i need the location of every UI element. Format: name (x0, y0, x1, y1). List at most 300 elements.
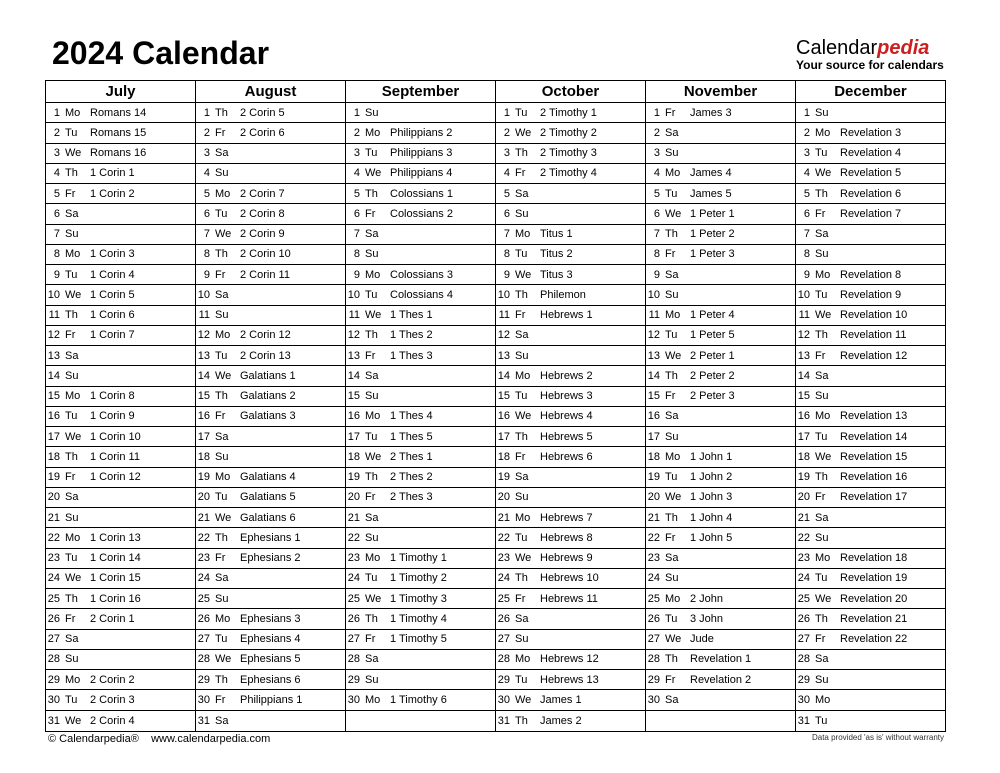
day-number: 28 (47, 653, 60, 666)
month-column-december (795, 81, 945, 731)
day-row (346, 306, 495, 326)
day-row (196, 407, 345, 427)
day-of-week: We (515, 693, 532, 706)
day-row (196, 387, 345, 407)
bible-reading: Hebrews 12 (540, 653, 599, 666)
bible-reading: 2 Corin 1 (90, 612, 135, 625)
day-number: 1 (353, 106, 360, 119)
day-number: 12 (497, 329, 510, 342)
day-row (196, 225, 345, 245)
day-row (496, 549, 645, 569)
bible-reading: 1 Corin 9 (90, 410, 135, 423)
day-row (346, 285, 495, 305)
day-row (646, 285, 795, 305)
bible-reading: Revelation 11 (840, 329, 907, 342)
day-of-week: Tu (215, 207, 228, 220)
day-of-week: Su (815, 248, 829, 261)
day-number: 2 (653, 126, 660, 139)
day-row (196, 427, 345, 447)
day-of-week: We (515, 410, 532, 423)
day-number: 2 (503, 126, 510, 139)
day-of-week: Tu (815, 572, 828, 585)
day-row (496, 326, 645, 346)
day-row (196, 204, 345, 224)
bible-reading: 2 Timothy 1 (540, 106, 597, 119)
day-row (496, 144, 645, 164)
day-of-week: Sa (815, 369, 829, 382)
day-row (196, 630, 345, 650)
day-row (46, 326, 195, 346)
day-number: 28 (647, 653, 660, 666)
day-of-week: We (65, 147, 82, 160)
day-of-week: Mo (815, 693, 831, 706)
day-of-week: Fr (215, 268, 226, 281)
day-number: 7 (653, 228, 660, 241)
day-number: 29 (47, 673, 60, 686)
day-row (496, 569, 645, 589)
day-row (346, 346, 495, 366)
day-number: 9 (803, 268, 810, 281)
day-row (196, 123, 345, 143)
day-number: 6 (53, 207, 60, 220)
bible-reading: Galatians 2 (240, 390, 296, 403)
day-of-week: Tu (665, 471, 678, 484)
day-row (346, 630, 495, 650)
day-number: 1 (503, 106, 510, 119)
bible-reading: 1 Timothy 6 (390, 693, 447, 706)
day-number: 27 (497, 633, 510, 646)
bible-reading: 2 Corin 13 (240, 349, 291, 362)
day-of-week: Mo (365, 268, 381, 281)
day-of-week: Fr (665, 248, 676, 261)
day-number: 6 (203, 207, 210, 220)
day-of-week: Mo (515, 228, 531, 241)
bible-reading: 2 John (690, 592, 724, 605)
day-number: 1 (53, 106, 60, 119)
day-row (46, 528, 195, 548)
day-row (196, 468, 345, 488)
bible-reading: 1 Corin 1 (90, 167, 135, 180)
day-number: 23 (497, 552, 510, 565)
day-row (646, 407, 795, 427)
day-number: 30 (47, 693, 60, 706)
day-row (496, 468, 645, 488)
day-of-week: We (665, 207, 682, 220)
bible-reading: Revelation 3 (840, 126, 902, 139)
day-of-week: Fr (515, 167, 526, 180)
bible-reading: 1 Corin 16 (90, 592, 141, 605)
day-row (646, 366, 795, 386)
footer-link[interactable]: www.calendarpedia.com (151, 733, 271, 745)
day-number: 6 (353, 207, 360, 220)
day-of-week: Su (665, 288, 679, 301)
bible-reading: Hebrews 6 (540, 450, 593, 463)
brand-name-accent: pedia (877, 37, 930, 59)
day-of-week: Su (215, 167, 229, 180)
day-row (46, 447, 195, 467)
bible-reading: Revelation 19 (840, 572, 908, 585)
day-row (796, 285, 945, 305)
day-of-week: We (515, 552, 532, 565)
day-of-week: We (815, 450, 832, 463)
day-of-week: Sa (65, 491, 79, 504)
month-column-july (46, 81, 195, 731)
brand-tagline: Your source for calendars (796, 58, 944, 72)
day-number: 15 (47, 390, 60, 403)
day-of-week: Th (215, 531, 228, 544)
day-number: 18 (497, 450, 510, 463)
month-column-august (195, 81, 345, 731)
day-of-week: Tu (815, 430, 828, 443)
day-number: 17 (647, 430, 660, 443)
day-row (346, 326, 495, 346)
day-number: 11 (498, 309, 510, 322)
day-of-week: Su (515, 491, 529, 504)
day-of-week: Sa (665, 126, 679, 139)
bible-reading: 1 Timothy 2 (390, 572, 447, 585)
day-of-week: Tu (65, 693, 78, 706)
day-row (46, 123, 195, 143)
bible-reading: James 5 (690, 187, 732, 200)
day-number: 10 (47, 288, 60, 301)
day-number: 10 (497, 288, 510, 301)
day-number: 30 (797, 693, 810, 706)
bible-reading: Revelation 14 (840, 430, 908, 443)
day-number: 16 (347, 410, 360, 423)
day-row (46, 549, 195, 569)
bible-reading: James 1 (540, 693, 582, 706)
day-number: 2 (353, 126, 360, 139)
day-row (196, 508, 345, 528)
day-number: 17 (347, 430, 360, 443)
day-row (646, 123, 795, 143)
day-row (196, 670, 345, 690)
day-row (346, 549, 495, 569)
day-row (196, 569, 345, 589)
day-row (46, 650, 195, 670)
day-of-week: Sa (515, 187, 529, 200)
bible-reading: 1 Timothy 5 (390, 633, 447, 646)
day-of-week: We (815, 592, 832, 605)
bible-reading: Hebrews 13 (540, 673, 599, 686)
bible-reading: 2 Thes 1 (390, 450, 433, 463)
day-number: 12 (197, 329, 210, 342)
day-number: 22 (647, 531, 660, 544)
day-number: 9 (53, 268, 60, 281)
day-of-week: Su (365, 390, 379, 403)
day-row (646, 690, 795, 710)
day-of-week: Tu (665, 329, 678, 342)
day-row (496, 164, 645, 184)
day-row (646, 103, 795, 123)
day-number: 11 (798, 309, 810, 322)
bible-reading: Revelation 16 (840, 471, 908, 484)
day-row (496, 711, 645, 731)
day-of-week: Tu (365, 430, 378, 443)
day-row (46, 630, 195, 650)
day-number: 19 (197, 471, 210, 484)
day-of-week: We (665, 349, 682, 362)
day-of-week: We (65, 714, 82, 727)
day-row (796, 427, 945, 447)
day-number: 16 (647, 410, 660, 423)
bible-reading: Hebrews 8 (540, 531, 593, 544)
day-row (646, 569, 795, 589)
bible-reading: 2 Corin 12 (240, 329, 291, 342)
day-number: 4 (353, 167, 360, 180)
day-row (796, 549, 945, 569)
day-of-week: Su (665, 572, 679, 585)
day-row (346, 427, 495, 447)
day-row (46, 609, 195, 629)
day-of-week: Fr (365, 349, 376, 362)
day-number: 24 (47, 572, 60, 585)
day-of-week: We (665, 633, 682, 646)
brand-name: Calendar (796, 37, 878, 59)
day-row (346, 245, 495, 265)
day-row (646, 670, 795, 690)
day-of-week: Fr (665, 390, 676, 403)
day-of-week: Sa (515, 612, 529, 625)
day-row (796, 670, 945, 690)
day-of-week: Th (65, 167, 78, 180)
day-row (46, 265, 195, 285)
day-number: 25 (497, 592, 510, 605)
day-number: 21 (797, 511, 810, 524)
day-row (346, 103, 495, 123)
day-row (796, 245, 945, 265)
day-number: 31 (497, 714, 510, 727)
day-row (646, 306, 795, 326)
day-of-week: Tu (215, 349, 228, 362)
bible-reading: 1 Peter 1 (690, 207, 735, 220)
day-row (46, 711, 195, 731)
day-row (796, 447, 945, 467)
day-row (796, 225, 945, 245)
day-of-week: Mo (215, 612, 231, 625)
day-number: 9 (503, 268, 510, 281)
day-of-week: Sa (215, 147, 229, 160)
bible-reading: Revelation 22 (840, 633, 908, 646)
day-of-week: Sa (365, 228, 379, 241)
day-row (496, 245, 645, 265)
day-row (646, 508, 795, 528)
day-number: 16 (197, 410, 210, 423)
day-of-week: Mo (515, 653, 531, 666)
day-of-week: Sa (215, 288, 229, 301)
day-number: 6 (803, 207, 810, 220)
day-number: 9 (653, 268, 660, 281)
day-of-week: Th (665, 369, 678, 382)
day-number: 14 (497, 369, 510, 382)
day-number: 21 (647, 511, 660, 524)
bible-reading: Hebrews 3 (540, 390, 593, 403)
day-row (46, 569, 195, 589)
day-of-week: Su (215, 592, 229, 605)
brand-logo[interactable] (796, 37, 944, 72)
month-column-november (645, 81, 795, 731)
day-number: 19 (347, 471, 360, 484)
day-row (196, 164, 345, 184)
day-of-week: Fr (515, 592, 526, 605)
day-number: 16 (47, 410, 60, 423)
day-of-week: Su (815, 106, 829, 119)
day-number: 11 (348, 309, 360, 322)
day-number: 7 (203, 228, 210, 241)
day-number: 23 (347, 552, 360, 565)
day-row (796, 609, 945, 629)
month-column-october (495, 81, 645, 731)
day-of-week: We (515, 126, 532, 139)
month-header: November (646, 81, 795, 103)
bible-reading: Galatians 3 (240, 410, 296, 423)
bible-reading: 2 Corin 11 (240, 268, 290, 281)
day-number: 27 (347, 633, 360, 646)
bible-reading: 1 Thes 3 (390, 349, 433, 362)
day-number: 28 (497, 653, 510, 666)
day-number: 8 (503, 248, 510, 261)
bible-reading: 1 Corin 10 (90, 430, 141, 443)
bible-reading: 1 Corin 7 (90, 329, 135, 342)
day-of-week: Mo (515, 369, 531, 382)
day-of-week: Th (665, 228, 678, 241)
day-number: 26 (197, 612, 210, 625)
day-number: 5 (203, 187, 210, 200)
day-number: 25 (197, 592, 210, 605)
day-of-week: Mo (65, 248, 81, 261)
day-row (346, 468, 495, 488)
day-of-week: Mo (665, 450, 681, 463)
day-number: 1 (203, 106, 210, 119)
bible-reading: Revelation 10 (840, 309, 908, 322)
bible-reading: Revelation 4 (840, 147, 902, 160)
day-row (796, 589, 945, 609)
day-of-week: Mo (65, 390, 81, 403)
copyright-text: © Calendarpedia® (48, 733, 139, 745)
day-of-week: Mo (815, 126, 831, 139)
day-number: 17 (497, 430, 510, 443)
day-row (196, 346, 345, 366)
day-number: 28 (197, 653, 210, 666)
day-of-week: Th (815, 329, 828, 342)
day-row (496, 528, 645, 548)
day-of-week: Sa (665, 693, 679, 706)
day-row (796, 123, 945, 143)
day-row (346, 488, 495, 508)
day-of-week: Sa (665, 552, 679, 565)
day-of-week: Su (365, 248, 379, 261)
day-row (796, 346, 945, 366)
day-row (496, 650, 645, 670)
day-of-week: Tu (665, 612, 678, 625)
bible-reading: Hebrews 10 (540, 572, 599, 585)
bible-reading: Galatians 4 (240, 471, 296, 484)
day-of-week: Sa (515, 471, 529, 484)
bible-reading: 1 Corin 8 (90, 390, 135, 403)
bible-reading: 2 Thes 2 (390, 471, 433, 484)
bible-reading: James 3 (690, 106, 732, 119)
bible-reading: 1 Corin 4 (90, 268, 135, 281)
day-of-week: Mo (515, 511, 531, 524)
day-number: 7 (503, 228, 510, 241)
day-number: 22 (797, 531, 810, 544)
day-row (646, 488, 795, 508)
bible-reading: Hebrews 7 (540, 511, 593, 524)
day-number: 8 (353, 248, 360, 261)
day-of-week: Tu (65, 410, 78, 423)
day-row (646, 225, 795, 245)
bible-reading: 1 Corin 13 (90, 531, 141, 544)
day-row (646, 265, 795, 285)
day-row (496, 306, 645, 326)
day-number: 4 (203, 167, 210, 180)
day-of-week: We (515, 268, 532, 281)
day-number: 18 (797, 450, 810, 463)
day-row (196, 549, 345, 569)
day-number: 29 (647, 673, 660, 686)
day-number: 29 (197, 673, 210, 686)
bible-reading: Philemon (540, 288, 586, 301)
day-row (196, 690, 345, 710)
day-of-week: Sa (815, 511, 829, 524)
calendar-grid (45, 80, 946, 732)
bible-reading: Revelation 12 (840, 349, 908, 362)
day-row (346, 569, 495, 589)
day-number: 15 (647, 390, 660, 403)
day-number: 8 (203, 248, 210, 261)
day-of-week: We (215, 511, 232, 524)
bible-reading: James 4 (690, 167, 732, 180)
day-number: 3 (53, 147, 60, 160)
day-of-week: Su (515, 349, 529, 362)
day-number: 12 (647, 329, 660, 342)
day-row (46, 690, 195, 710)
day-number: 21 (497, 511, 510, 524)
bible-reading: Romans 14 (90, 106, 147, 119)
day-of-week: Th (365, 612, 378, 625)
day-row (796, 184, 945, 204)
day-of-week: Su (215, 309, 229, 322)
day-number: 24 (197, 572, 210, 585)
bible-reading: 1 Corin 5 (90, 288, 135, 301)
bible-reading: 2 Thes 3 (390, 491, 433, 504)
bible-reading: Titus 1 (540, 228, 573, 241)
bible-reading: 2 Timothy 3 (540, 147, 597, 160)
day-number: 17 (197, 430, 210, 443)
footer-disclaimer: Data provided 'as is' without warranty (811, 733, 944, 742)
day-number: 21 (47, 511, 60, 524)
day-of-week: Tu (365, 572, 378, 585)
bible-reading: Titus 3 (540, 268, 573, 281)
day-row (346, 690, 495, 710)
bible-reading: Galatians 1 (240, 369, 296, 382)
day-number: 26 (47, 612, 60, 625)
bible-reading: Hebrews 5 (540, 430, 593, 443)
day-row (196, 488, 345, 508)
day-number: 15 (497, 390, 510, 403)
day-of-week: Tu (515, 673, 528, 686)
day-of-week: Mo (665, 309, 681, 322)
day-row (46, 225, 195, 245)
bible-reading: 1 John 5 (690, 531, 733, 544)
day-number: 21 (347, 511, 360, 524)
day-row (646, 630, 795, 650)
day-number: 12 (47, 329, 60, 342)
bible-reading: Galatians 5 (240, 491, 296, 504)
day-row (796, 690, 945, 710)
day-of-week: Fr (665, 531, 676, 544)
day-of-week: Fr (515, 309, 526, 322)
